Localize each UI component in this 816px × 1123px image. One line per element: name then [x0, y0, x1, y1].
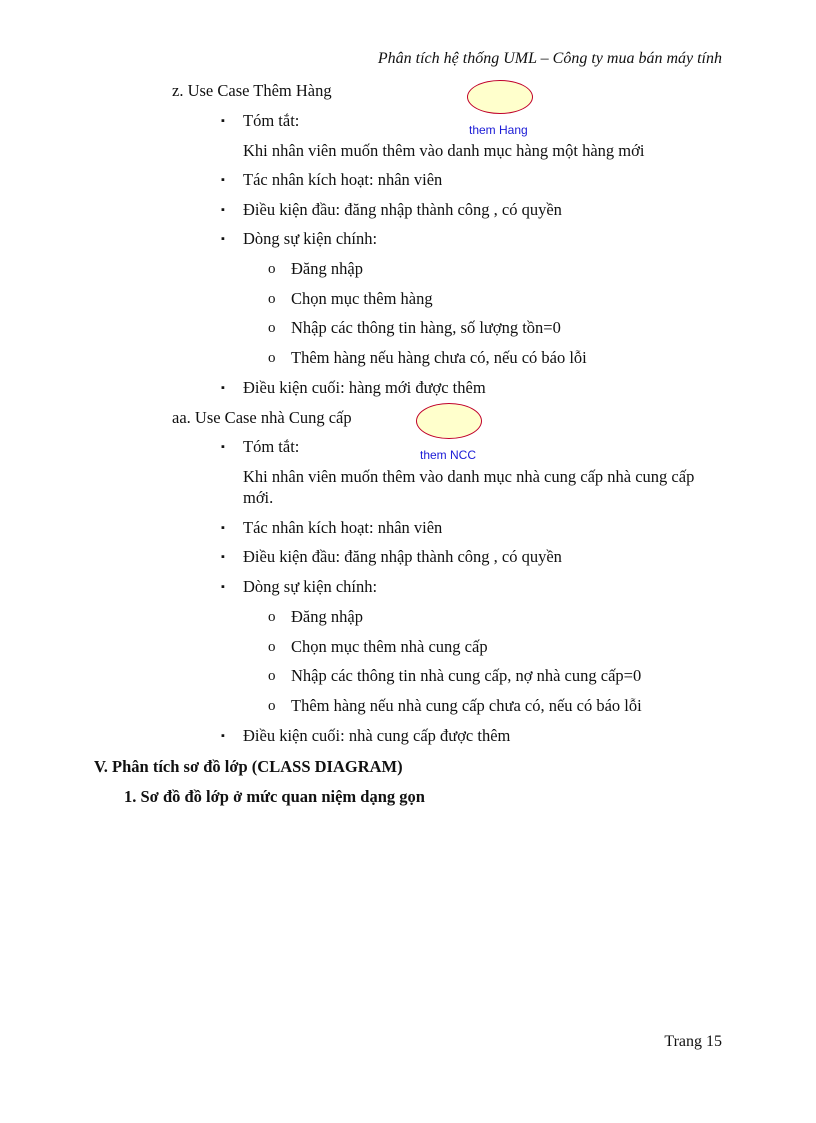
usecase-aa-diagram-label: them NCC: [420, 448, 477, 462]
square-bullet: ▪: [221, 730, 225, 742]
usecase-z-postcondition: Điều kiện cuối: hàng mới được thêm: [243, 378, 486, 397]
square-bullet: ▪: [221, 115, 225, 127]
circle-bullet: o: [268, 261, 276, 277]
usecase-z-summary-label: Tóm tắt:: [243, 111, 300, 130]
usecase-z-main-flow-label: Dòng sự kiện chính:: [243, 229, 378, 248]
square-bullet: ▪: [221, 382, 225, 394]
usecase-aa-summary-text: Khi nhân viên muốn thêm vào danh mục nhà cung cấp nhà cung cấp: [243, 467, 695, 486]
circle-bullet: o: [268, 639, 276, 655]
usecase-aa-step: Nhập các thông tin nhà cung cấp, nợ nhà cung cấp=0: [291, 666, 642, 685]
usecase-aa-step: Thêm hàng nếu nhà cung cấp chưa có, nếu có báo lỗi: [291, 696, 642, 715]
section-v-heading: V. Phân tích sơ đồ lớp (CLASS DIAGRAM): [94, 757, 403, 776]
subsection-1-heading: 1. Sơ đồ đồ lớp ở mức quan niệm dạng gọn: [124, 787, 425, 806]
usecase-z-step: Chọn mục thêm hàng: [291, 289, 433, 308]
circle-bullet: o: [268, 320, 276, 336]
usecase-z-diagram-label: them Hang: [469, 123, 528, 137]
circle-bullet: o: [268, 668, 276, 684]
usecase-z-precondition: Điều kiện đầu: đăng nhập thành công , có quyền: [243, 200, 562, 219]
square-bullet: ▪: [221, 233, 225, 245]
usecase-aa-precondition: Điều kiện đầu: đăng nhập thành công , có quyền: [243, 547, 562, 566]
usecase-aa-step: Chọn mục thêm nhà cung cấp: [291, 637, 488, 656]
usecase-z-step: Đăng nhập: [291, 259, 363, 278]
usecase-z-step: Thêm hàng nếu hàng chưa có, nếu có báo lỗi: [291, 348, 587, 367]
circle-bullet: o: [268, 350, 276, 366]
usecase-z-heading: z. Use Case Thêm Hàng: [172, 81, 332, 100]
circle-bullet: o: [268, 698, 276, 714]
usecase-aa-main-flow-label: Dòng sự kiện chính:: [243, 577, 378, 596]
usecase-aa-ellipse: [416, 403, 482, 439]
usecase-z-summary-text: Khi nhân viên muốn thêm vào danh mục hàng một hàng mới: [243, 141, 645, 160]
usecase-aa-actor: Tác nhân kích hoạt: nhân viên: [243, 518, 443, 537]
usecase-z-ellipse: [467, 80, 533, 114]
page-header: Phân tích hệ thống UML – Công ty mua bán máy tính: [377, 50, 722, 67]
usecase-aa-summary-label: Tóm tắt:: [243, 437, 300, 456]
square-bullet: ▪: [221, 581, 225, 593]
usecase-z-step: Nhập các thông tin hàng, số lượng tồn=0: [291, 318, 561, 337]
square-bullet: ▪: [221, 204, 225, 216]
usecase-aa-heading: aa. Use Case nhà Cung cấp: [172, 408, 352, 427]
square-bullet: ▪: [221, 174, 225, 186]
square-bullet: ▪: [221, 441, 225, 453]
circle-bullet: o: [268, 291, 276, 307]
usecase-aa-step: Đăng nhập: [291, 607, 363, 626]
usecase-aa-postcondition: Điều kiện cuối: nhà cung cấp được thêm: [243, 726, 511, 745]
usecase-z-actor: Tác nhân kích hoạt: nhân viên: [243, 170, 443, 189]
square-bullet: ▪: [221, 522, 225, 534]
circle-bullet: o: [268, 609, 276, 625]
square-bullet: ▪: [221, 551, 225, 563]
page-number: Trang 15: [664, 1033, 722, 1050]
usecase-aa-summary-text-cont: mới.: [243, 488, 274, 507]
